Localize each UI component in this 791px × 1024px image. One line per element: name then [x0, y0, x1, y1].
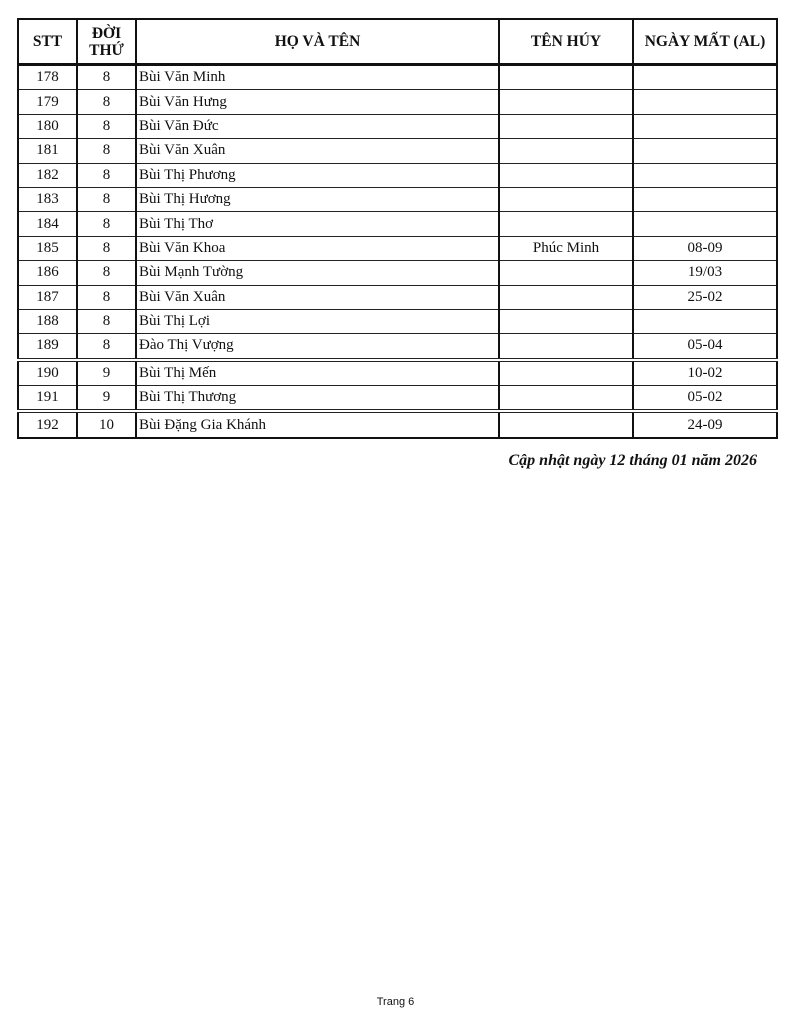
- cell-stt: 183: [18, 187, 77, 211]
- cell-stt: 186: [18, 261, 77, 285]
- cell-ten-huy: [499, 360, 633, 386]
- cell-name: Bùi Mạnh Tường: [136, 261, 499, 285]
- cell-ngay-mat: 25-02: [633, 285, 777, 309]
- table-row: [18, 285, 777, 309]
- cell-ten-huy: [499, 90, 633, 114]
- table-row: [18, 334, 777, 360]
- cell-stt: 187: [18, 285, 77, 309]
- cell-doi-thu: 8: [77, 334, 136, 360]
- cell-name: Bùi Thị Lợi: [136, 309, 499, 333]
- cell-stt: 182: [18, 163, 77, 187]
- header-ten-huy: TÊN HÚY: [499, 19, 633, 65]
- cell-name: Bùi Văn Xuân: [136, 285, 499, 309]
- cell-stt: 190: [18, 360, 77, 386]
- cell-name: Bùi Văn Hưng: [136, 90, 499, 114]
- genealogy-table: [17, 18, 778, 439]
- table-row: [18, 212, 777, 236]
- cell-ten-huy: [499, 309, 633, 333]
- cell-ten-huy: [499, 65, 633, 90]
- cell-stt: 180: [18, 114, 77, 138]
- cell-ngay-mat: [633, 139, 777, 163]
- cell-ten-huy: [499, 187, 633, 211]
- header-ho-va-ten: HỌ VÀ TÊN: [136, 19, 499, 65]
- cell-name: Bùi Văn Đức: [136, 114, 499, 138]
- cell-name: Bùi Thị Thơ: [136, 212, 499, 236]
- cell-stt: 192: [18, 411, 77, 437]
- header-doi-thu: ĐỜI THỨ: [77, 19, 136, 65]
- table-row: [18, 386, 777, 412]
- cell-stt: 188: [18, 309, 77, 333]
- cell-doi-thu: 8: [77, 139, 136, 163]
- cell-ngay-mat: 05-04: [633, 334, 777, 360]
- cell-name: Bùi Thị Mến: [136, 360, 499, 386]
- cell-doi-thu: 10: [77, 411, 136, 437]
- cell-ngay-mat: 08-09: [633, 236, 777, 260]
- cell-ngay-mat: [633, 114, 777, 138]
- table-row: [18, 65, 777, 90]
- cell-name: Bùi Văn Minh: [136, 65, 499, 90]
- page-number: Trang 6: [376, 996, 415, 1008]
- cell-ten-huy: [499, 411, 633, 437]
- cell-name: Bùi Văn Khoa: [136, 236, 499, 260]
- cell-ngay-mat: [633, 187, 777, 211]
- update-note: Cập nhật ngày 12 tháng 01 năm 2026: [508, 452, 757, 469]
- table-row: [18, 411, 777, 437]
- cell-name: Bùi Đặng Gia Khánh: [136, 411, 499, 437]
- cell-doi-thu: 8: [77, 90, 136, 114]
- cell-ten-huy: [499, 212, 633, 236]
- cell-doi-thu: 8: [77, 212, 136, 236]
- cell-doi-thu: 8: [77, 163, 136, 187]
- cell-stt: 178: [18, 65, 77, 90]
- cell-ngay-mat: 24-09: [633, 411, 777, 437]
- cell-ten-huy: [499, 261, 633, 285]
- cell-doi-thu: 8: [77, 114, 136, 138]
- cell-ngay-mat: [633, 309, 777, 333]
- cell-ten-huy: [499, 114, 633, 138]
- cell-stt: 191: [18, 386, 77, 412]
- header-stt: STT: [18, 19, 77, 65]
- cell-doi-thu: 8: [77, 187, 136, 211]
- cell-stt: 185: [18, 236, 77, 260]
- cell-doi-thu: 8: [77, 261, 136, 285]
- table-row: [18, 236, 777, 260]
- cell-doi-thu: 8: [77, 65, 136, 90]
- cell-ten-huy: [499, 386, 633, 412]
- cell-stt: 184: [18, 212, 77, 236]
- cell-ten-huy: Phúc Minh: [499, 236, 633, 260]
- cell-ngay-mat: [633, 65, 777, 90]
- table-row: [18, 360, 777, 386]
- cell-ngay-mat: [633, 90, 777, 114]
- cell-stt: 181: [18, 139, 77, 163]
- header-ngay-mat: NGÀY MẤT (AL): [633, 19, 777, 65]
- cell-ngay-mat: [633, 212, 777, 236]
- table-row: [18, 187, 777, 211]
- cell-stt: 179: [18, 90, 77, 114]
- table-row: [18, 139, 777, 163]
- cell-ngay-mat: 05-02: [633, 386, 777, 412]
- table-row: [18, 163, 777, 187]
- cell-ngay-mat: 19/03: [633, 261, 777, 285]
- cell-ten-huy: [499, 139, 633, 163]
- cell-ten-huy: [499, 285, 633, 309]
- cell-doi-thu: 9: [77, 386, 136, 412]
- cell-ten-huy: [499, 334, 633, 360]
- cell-doi-thu: 8: [77, 309, 136, 333]
- cell-ten-huy: [499, 163, 633, 187]
- table-row: [18, 309, 777, 333]
- cell-ngay-mat: [633, 163, 777, 187]
- cell-name: Bùi Thị Hương: [136, 187, 499, 211]
- cell-ngay-mat: 10-02: [633, 360, 777, 386]
- table-row: [18, 261, 777, 285]
- table-row: [18, 114, 777, 138]
- table-header-row: [18, 19, 777, 65]
- cell-doi-thu: 8: [77, 236, 136, 260]
- cell-stt: 189: [18, 334, 77, 360]
- cell-name: Bùi Văn Xuân: [136, 139, 499, 163]
- cell-name: Bùi Thị Thương: [136, 386, 499, 412]
- cell-name: Bùi Thị Phương: [136, 163, 499, 187]
- cell-doi-thu: 8: [77, 285, 136, 309]
- table-row: [18, 90, 777, 114]
- cell-name: Đào Thị Vượng: [136, 334, 499, 360]
- cell-doi-thu: 9: [77, 360, 136, 386]
